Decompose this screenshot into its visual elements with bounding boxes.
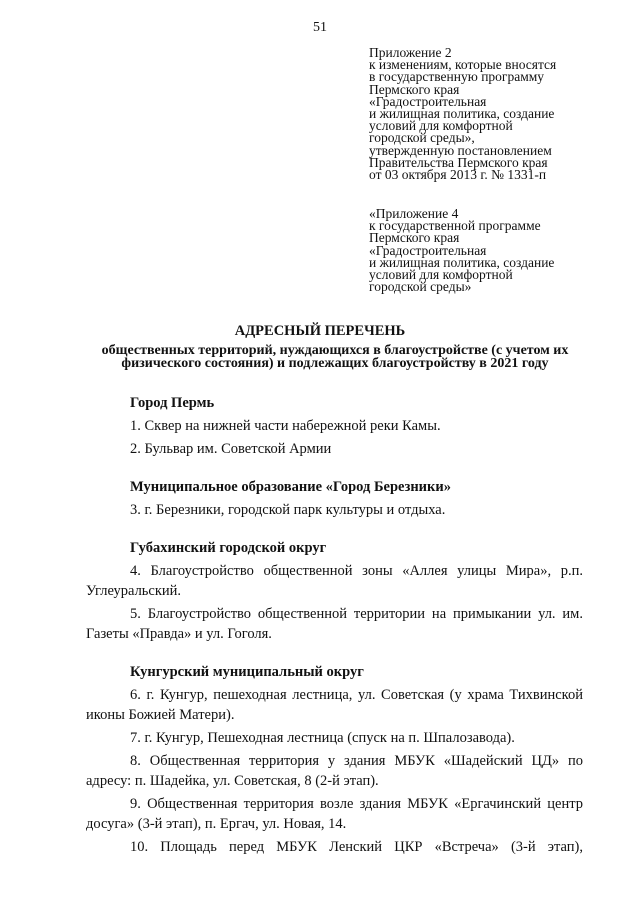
list-item: 5. Благоустройство общественной территории на примыкании ул. им. Газеты «Правда» и ул. Гоголя. — [86, 606, 583, 642]
appendix-line: городской среды» — [369, 279, 472, 295]
appendix-line: в государственную программу — [369, 69, 545, 85]
appendix-line: «Градостроительная — [369, 242, 487, 258]
section-heading: Кунгурский муниципальный округ — [130, 664, 364, 680]
list-item: 7. г. Кунгур, Пешеходная лестница (спуск на п. Шпалозавода). — [130, 730, 515, 746]
appendix-note — [369, 47, 556, 181]
list-item: 10. Площадь перед МБУК Ленский ЦКР «Встреча» (3-й этап), — [130, 839, 583, 855]
list-item: 9. Общественная территория возле здания МБУК «Ергачинский центр досуга» (3-й этап), п. Ергач, ул. Новая, 14. — [86, 796, 583, 832]
page-number: 51 — [313, 20, 327, 35]
section-heading: Город Пермь — [130, 395, 215, 411]
appendix-line: от 03 октября 2013 г. № 1331-п — [369, 167, 547, 183]
appendix-line: условий для комфортной — [369, 118, 513, 134]
program-appendix-note — [369, 208, 554, 293]
document-subtitle: общественных территорий, нуждающихся в благоустройстве (с учетом их физического состояния) и подлежащих благоустройству в 2021 году — [101, 343, 569, 371]
appendix-line: условий для комфортной — [369, 267, 513, 283]
list-item: 6. г. Кунгур, пешеходная лестница, ул. Советская (у храма Тихвинской иконы Божией Матери). — [86, 687, 583, 723]
appendix-line: «Градостроительная — [369, 93, 487, 109]
appendix-line: утвержденную постановлением — [369, 142, 552, 158]
appendix-line: Пермского края — [369, 230, 460, 246]
section-heading: Губахинский городской округ — [130, 540, 327, 556]
appendix-line: к государственной программе — [369, 218, 541, 234]
section-heading: Муниципальное образование «Город Березники» — [130, 479, 451, 495]
list-item: 3. г. Березники, городской парк культуры и отдыха. — [130, 502, 446, 518]
list-item: 2. Бульвар им. Советской Армии — [130, 441, 332, 457]
appendix-line: Приложение 2 — [369, 45, 452, 60]
list-item: 8. Общественная территория у здания МБУК «Шадейский ЦД» по адресу: п. Шадейка, ул. Советская, 8 (2-й этап). — [86, 753, 583, 789]
appendix-line: «Приложение 4 — [369, 206, 459, 221]
list-item: 1. Сквер на нижней части набережной реки Камы. — [130, 418, 441, 434]
document-title: АДРЕСНЫЙ ПЕРЕЧЕНЬ — [234, 323, 406, 339]
list-item: 4. Благоустройство общественной зоны «Аллея улицы Мира», р.п. Углеуральский. — [86, 563, 583, 599]
appendix-line: к изменениям, которые вносятся — [369, 57, 557, 73]
address-list — [86, 393, 583, 857]
appendix-line: Правительства Пермского края — [369, 154, 548, 170]
appendix-line: и жилищная политика, создание — [369, 254, 555, 270]
appendix-line: городской среды», — [369, 130, 475, 146]
appendix-line: и жилищная политика, создание — [369, 106, 555, 122]
appendix-line: Пермского края — [369, 81, 460, 97]
